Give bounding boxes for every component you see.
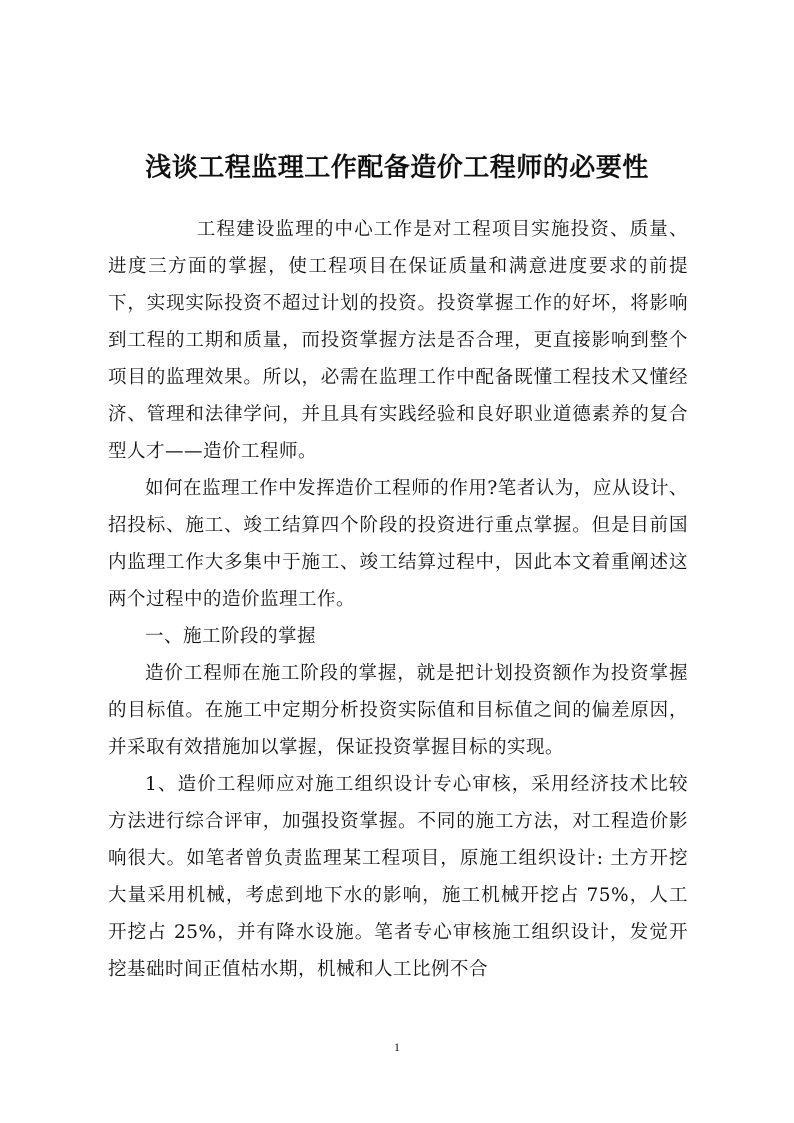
- page-number: 1: [394, 1040, 400, 1054]
- paragraph-role: 如何在监理工作中发挥造价工程师的作用?笔者认为，应从设计、招投标、施工、竣工结算四个阶段的投资进行重点掌握。但是目前国内监理工作大多集中于施工、竣工结算过程中，因此本文着重阐述这两个过程中的造价监理工作。: [108, 478, 688, 610]
- section-heading-construction-stage: 一、施工阶段的掌握: [145, 626, 317, 647]
- paragraph-intro: 工程建设监理的中心工作是对工程项目实施投资、质量、进度三方面的掌握，使工程项目在保证质量和满意进度要求的前提下，实现实际投资不超过计划的投资。投资掌握工作的好坏，将影响到工程的工期和质量，而投资掌握方法是否合理，更直接影响到整个项目的监理效果。所以，必需在监理工作中配备既懂工程技术又懂经济、管理和法律学问，并且具有实践经验和良好职业道德素养的复合型人才——造价工程师。: [108, 219, 688, 462]
- document-body: [108, 211, 688, 988]
- document-title: 浅谈工程监理工作配备造价工程师的必要性: [145, 153, 649, 183]
- paragraph-construction-stage: 造价工程师在施工阶段的掌握，就是把计划投资额作为投资掌握的目标值。在施工中定期分析投资实际值和目标值之间的偏差原因，并采取有效措施加以掌握，保证投资掌握目标的实现。: [108, 663, 688, 758]
- paragraph-item-1: 1、造价工程师应对施工组织设计专心审核，采用经济技术比较方法进行综合评审，加强投资掌握。不同的施工方法，对工程造价影响很大。如笔者曾负责监理某工程项目，原施工组织设计: 土方开挖大量采用机械，考虑到地下水的影响，施工机械开挖占 75%，人工开挖占 25%，并有降水设施。笔者专心审核施工组织设计，发觉开挖基础时间正值枯水期，机械和人工比例不合: [108, 774, 688, 980]
